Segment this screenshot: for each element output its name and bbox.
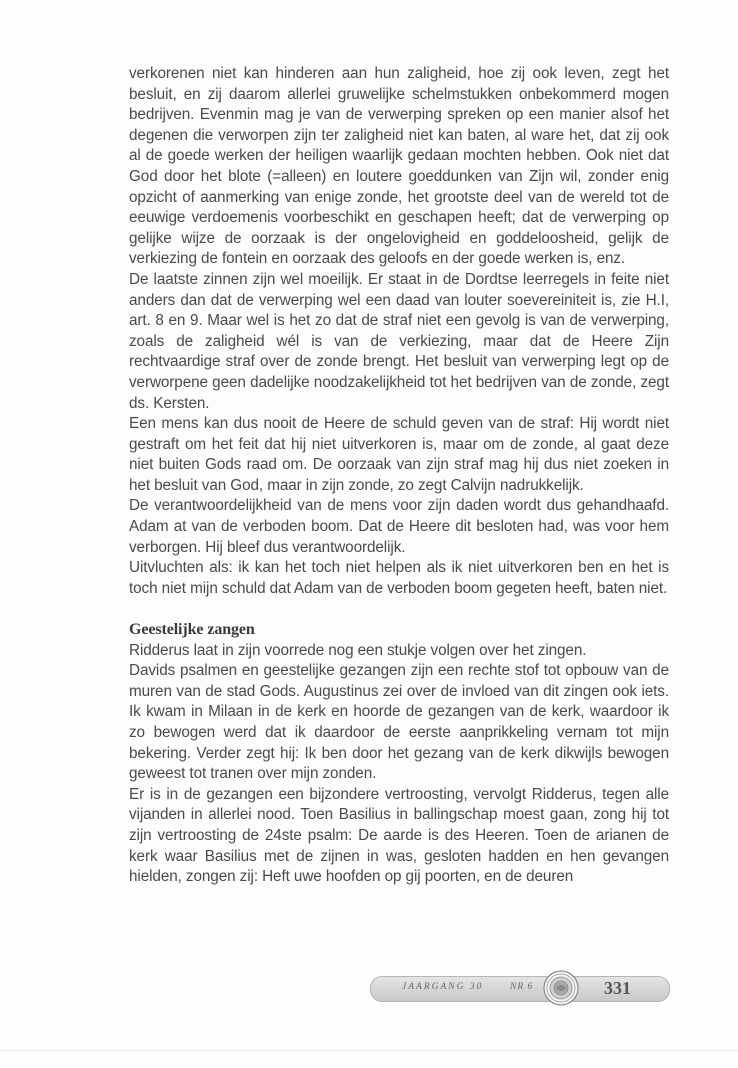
- paragraph: Een mens kan dus nooit de Heere de schuld geven van de straf: Hij wordt niet gestraft om het feit dat hij niet uitverkoren is, maar om de zonde, al gaat deze niet buiten Gods raad om. De oorzaak van zijn straf mag hij dus niet zoeken in het besluit van God, maar in zijn zonde, zo zegt Calvijn nadrukkelijk.: [129, 415, 669, 494]
- bottom-rule: [0, 1050, 738, 1051]
- paragraph: Ridderus laat in zijn voorrede nog een stukje volgen over het zingen.: [129, 641, 587, 659]
- page-footer: [370, 970, 670, 1004]
- paragraph: verkorenen niet kan hinderen aan hun zaligheid, hoe zij ook leven, zegt het besluit, en zij daarom allerlei gruwelijke schelmstukken onbekommerd mogen bedrijven. Evenmin mag je van de verwerping spreken op een manier alsof het degenen die verworpen zijn ter zaligheid niet kan baten, al ware het, dat zij ook al de goede werken der heiligen waarlijk gedaan mochten hebben. Ook niet dat God door het blote (=alleen) en loutere goeddunken van Zijn wil, zonder enig opzicht of aanmerking van enige zonde, het grootste deel van de wereld tot de eeuwige verdoemenis voorbeschikt en geschapen heeft; dat de verwerping op gelijke wijze de oorzaak is der ongelovigheid en goddeloosheid, gelijk de verkiezing de fontein en oorzaak des geloofs en der goede werken is, enz.: [129, 65, 669, 268]
- issue-number: NR 6: [510, 982, 534, 992]
- section-spacer: [129, 599, 669, 620]
- journal-volume: JAARGANG 30: [402, 982, 484, 992]
- paragraph: Davids psalmen en geestelijke gezangen zijn een rechte stof tot opbouw van de muren van de stad Gods. Augustinus zei over de invloed van dit zingen ook iets. Ik kwam in Milaan in de kerk en hoorde de gezangen van de kerk, waardoor ik zo bewogen werd dat ik daardoor de eerste aanprikkeling vernam tot mijn bekering. Verder zegt hij: Ik ben door het gezang van de kerk dikwijls bewogen geweest tot tranen over mijn zonden.: [129, 662, 669, 783]
- paragraph: Uitvluchten als: ik kan het toch niet helpen als ik niet uitverkoren ben en het is toch niet mijn schuld dat Adam van de verboden boom gegeten heeft, baten niet.: [129, 559, 669, 597]
- page-number: 331: [604, 978, 631, 998]
- article-body: [129, 64, 669, 888]
- paragraph: De laatste zinnen zijn wel moeilijk. Er staat in de Dordtse leerregels in feite niet anders dan dat de verwerping wel een daad van louter soevereiniteit is, zie H.I, art. 8 en 9. Maar wel is het zo dat de straf niet een gevolg is van de verwerping, zoals de zaligheid wél is van de verkiezing, maar dat de Heere Zijn rechtvaardige straf over de zonde brengt. Het besluit van verwerping legt op de verworpene geen dadelijke noodzakelijkheid tot het bedrijven van de zonde, zegt ds. Kersten.: [129, 270, 669, 412]
- paragraph: Er is in de gezangen een bijzondere vertroosting, vervolgt Ridderus, tegen alle vijanden in allerlei nood. Toen Basilius in ballingschap moest gaan, zong hij tot zijn vertroosting de 24ste psalm: De aarde is des Heeren. Toen de arianen de kerk waar Basilius met de zijnen in was, gesloten hadden en hen gevangen hielden, zongen zij: Heft uwe hoofden op gij poorten, en de deuren: [129, 785, 669, 886]
- seal-emblem-icon: [543, 970, 579, 1006]
- paragraph: De verantwoordelijkheid van de mens voor zijn daden wordt dus gehandhaafd. Adam at van de verboden boom. Dat de Heere dit besloten had, was voor hem verborgen. Hij bleef dus verantwoordelijk.: [129, 497, 669, 556]
- section-heading: Geestelijke zangen: [129, 621, 255, 639]
